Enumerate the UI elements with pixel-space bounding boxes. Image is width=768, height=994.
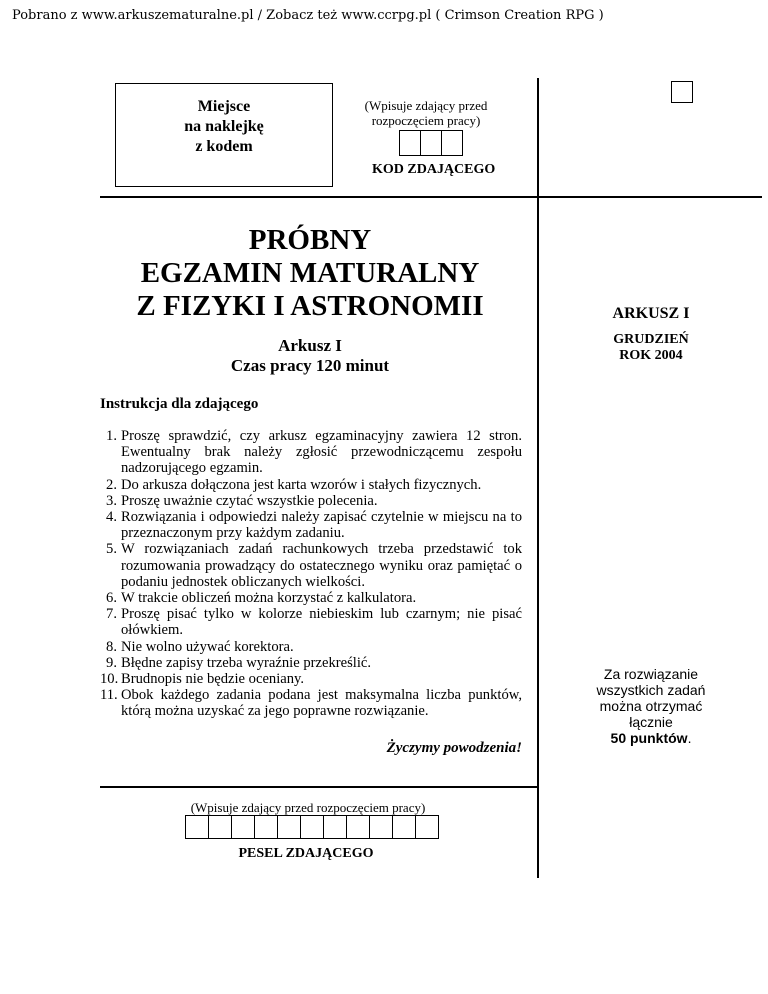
list-item: [100, 590, 522, 606]
pesel-box[interactable]: [231, 815, 255, 839]
item-number: 6.: [106, 590, 117, 607]
list-item: [100, 477, 522, 493]
pesel-box[interactable]: [323, 815, 347, 839]
source-line[interactable]: Pobrano z www.arkuszematuralne.pl / Zobacz też www.ccrpg.pl ( Crimson Creation RPG ): [12, 8, 604, 23]
pesel-box[interactable]: [392, 815, 416, 839]
instructions-list: [100, 428, 522, 720]
item-text: Obok każdego zadania podana jest maksymalna liczba punktów, którą można uzyskać za jego poprawne rozwiązanie.: [121, 687, 522, 720]
kod-box[interactable]: [441, 130, 463, 156]
exam-title: [100, 224, 520, 323]
pesel-box[interactable]: [346, 815, 370, 839]
item-text: Błędne zapisy trzeba wyraźnie przekreślić.: [121, 654, 371, 671]
sticker-box: [115, 83, 333, 187]
kod-input-boxes[interactable]: [400, 130, 463, 156]
points-line: wszystkich zadań: [596, 682, 706, 698]
list-item: [100, 509, 522, 541]
kod-label: KOD ZDAJĄCEGO: [372, 162, 496, 177]
points-total-line: [540, 730, 762, 746]
item-text: Nie wolno używać korektora.: [121, 638, 294, 655]
divider-bottom: [100, 786, 537, 788]
item-number: 7.: [106, 606, 117, 623]
subtitle-line-1: Arkusz I: [278, 336, 342, 355]
points-line: Za rozwiązanie: [603, 666, 699, 682]
item-number: 5.: [106, 541, 117, 558]
points-info: [540, 666, 762, 746]
item-number: 1.: [106, 428, 117, 444]
kod-note: [356, 98, 496, 128]
list-item: [100, 606, 522, 638]
item-number: 3.: [106, 492, 117, 509]
subtitle-line-2: Czas pracy 120 minut: [230, 356, 390, 375]
item-text: Rozwiązania i odpowiedzi należy zapisać czytelnie w miejscu na to przeznaczonym przy każdym zadaniu.: [121, 509, 522, 542]
item-text: W rozwiązaniach zadań rachunkowych trzeba przedstawić tok rozumowania prowadzący do ostatecznego wyniku oraz pamiętać o podaniu jednostek obliczanych wielkości.: [121, 541, 522, 590]
pesel-box[interactable]: [369, 815, 393, 839]
pesel-box[interactable]: [208, 815, 232, 839]
item-text: Brudnopis nie będzie oceniany.: [121, 671, 305, 688]
list-item: [100, 493, 522, 509]
arkusz-label: ARKUSZ I: [612, 305, 690, 322]
date-month: GRUDZIEŃ: [613, 332, 689, 347]
sticker-line-3: z kodem: [195, 138, 253, 155]
points-suffix: .: [687, 730, 692, 746]
list-item: [100, 671, 522, 687]
item-number: 8.: [106, 638, 117, 655]
exam-subtitle: [100, 336, 520, 376]
date-year: ROK 2004: [619, 348, 683, 363]
kod-note-line-1: (Wpisuje zdający przed: [364, 98, 488, 113]
pesel-box[interactable]: [415, 815, 439, 839]
item-number: 2.: [106, 476, 117, 493]
item-number: 4.: [106, 509, 117, 526]
item-text: W trakcie obliczeń można korzystać z kalkulatora.: [121, 590, 417, 607]
kod-box[interactable]: [420, 130, 442, 156]
pesel-input-boxes[interactable]: [186, 815, 439, 839]
pesel-note: (Wpisuje zdający przed rozpoczęciem pracy): [190, 800, 426, 815]
instructions-heading: Instrukcja dla zdającego: [100, 396, 259, 412]
pesel-box[interactable]: [254, 815, 278, 839]
sticker-line-2: na naklejkę: [184, 118, 264, 135]
title-line-1: PRÓBNY: [248, 224, 372, 256]
pesel-box[interactable]: [185, 815, 209, 839]
exam-date: [540, 332, 762, 364]
list-item: [100, 655, 522, 671]
item-text: Proszę sprawdzić, czy arkusz egzaminacyjny zawiera 12 stron. Ewentualny brak należy zgłosić przewodniczącemu zespołu nadzorującego egzamin.: [121, 428, 522, 477]
pesel-label: PESEL ZDAJĄCEGO: [238, 846, 374, 861]
kod-note-line-2: rozpoczęciem pracy): [371, 113, 481, 128]
good-luck-text: Życzymy powodzenia!: [386, 740, 522, 756]
title-line-3: Z FIZYKI I ASTRONOMII: [136, 290, 484, 322]
list-item: [100, 687, 522, 719]
item-number: 11.: [100, 687, 118, 704]
list-item: [100, 428, 522, 477]
sticker-line-1: Miejsce: [197, 98, 251, 115]
kod-box[interactable]: [399, 130, 421, 156]
points-line: można otrzymać: [599, 698, 703, 714]
item-text: Proszę uważnie czytać wszystkie polecenia.: [121, 492, 378, 509]
checkbox[interactable]: [671, 81, 693, 103]
list-item: [100, 541, 522, 590]
item-number: 10.: [100, 671, 119, 688]
pesel-box[interactable]: [300, 815, 324, 839]
points-value: 50 punktów: [610, 730, 688, 746]
points-line: łącznie: [629, 714, 673, 730]
title-line-2: EGZAMIN MATURALNY: [140, 257, 480, 289]
list-item: [100, 639, 522, 655]
item-text: Do arkusza dołączona jest karta wzorów i stałych fizycznych.: [121, 476, 482, 493]
item-number: 9.: [106, 654, 117, 671]
divider-vertical: [537, 78, 539, 878]
pesel-box[interactable]: [277, 815, 301, 839]
item-text: Proszę pisać tylko w kolorze niebieskim lub czarnym; nie pisać ołówkiem.: [121, 606, 522, 639]
divider-top: [100, 196, 762, 198]
